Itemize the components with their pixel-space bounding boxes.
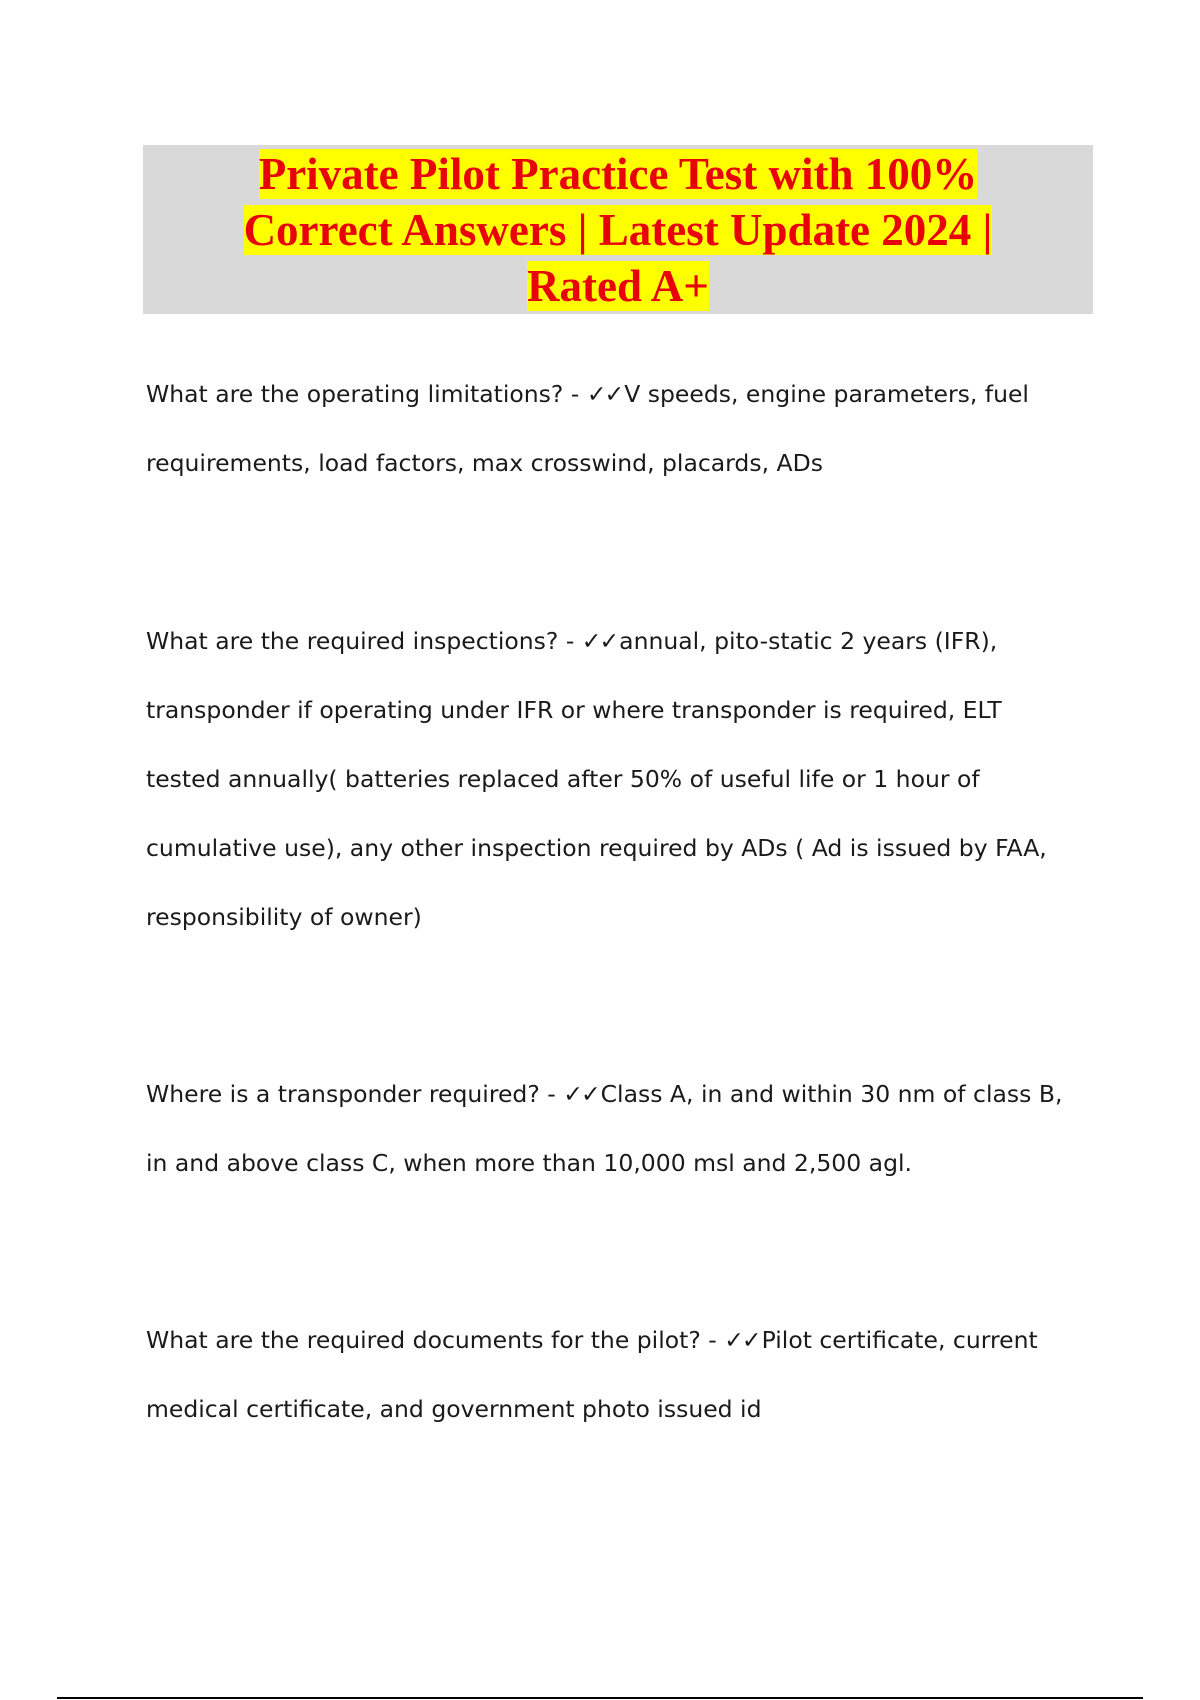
qa-item-operating-limitations bbox=[146, 360, 1076, 498]
question-text: Where is a transponder required? - bbox=[146, 1080, 564, 1108]
double-check-icon: ✓✓ bbox=[724, 1326, 760, 1354]
answer-text: V speeds, engine parameters, fuel requirements, load factors, max crosswind, placards, ADs bbox=[146, 380, 1029, 477]
double-check-icon: ✓✓ bbox=[586, 380, 623, 408]
question-text: What are the required documents for the pilot? - bbox=[146, 1326, 725, 1354]
answer-text: annual, pito-static 2 years (IFR), transponder if operating under IFR or where transponder is required, ELT tested annually( batteries replaced after 50% of useful life or 1 hour of cumulative use), any other inspection required by ADs ( Ad is issued by FAA, responsibility of owner) bbox=[146, 627, 1047, 931]
qa-item-required-inspections bbox=[146, 607, 1076, 952]
qa-item-pilot-documents bbox=[146, 1306, 1076, 1444]
double-check-icon: ✓✓ bbox=[563, 1080, 599, 1108]
footer-divider bbox=[57, 1697, 1143, 1699]
double-check-icon: ✓✓ bbox=[581, 627, 618, 655]
answer-text: Pilot certificate, current medical certificate, and government photo issued id bbox=[146, 1326, 1038, 1423]
question-text: What are the operating limitations? - bbox=[146, 380, 587, 408]
title-highlight: Private Pilot Practice Test with 100% Correct Answers | Latest Update 2024 | Rated A+ bbox=[243, 148, 993, 311]
document-title bbox=[188, 146, 1048, 314]
answer-text: Class A, in and within 30 nm of class B, in and above class C, when more than 10,000 msl and 2,500 agl. bbox=[146, 1080, 1063, 1177]
qa-item-transponder-required bbox=[146, 1060, 1076, 1198]
title-banner bbox=[143, 145, 1093, 314]
question-text: What are the required inspections? - bbox=[146, 627, 582, 655]
